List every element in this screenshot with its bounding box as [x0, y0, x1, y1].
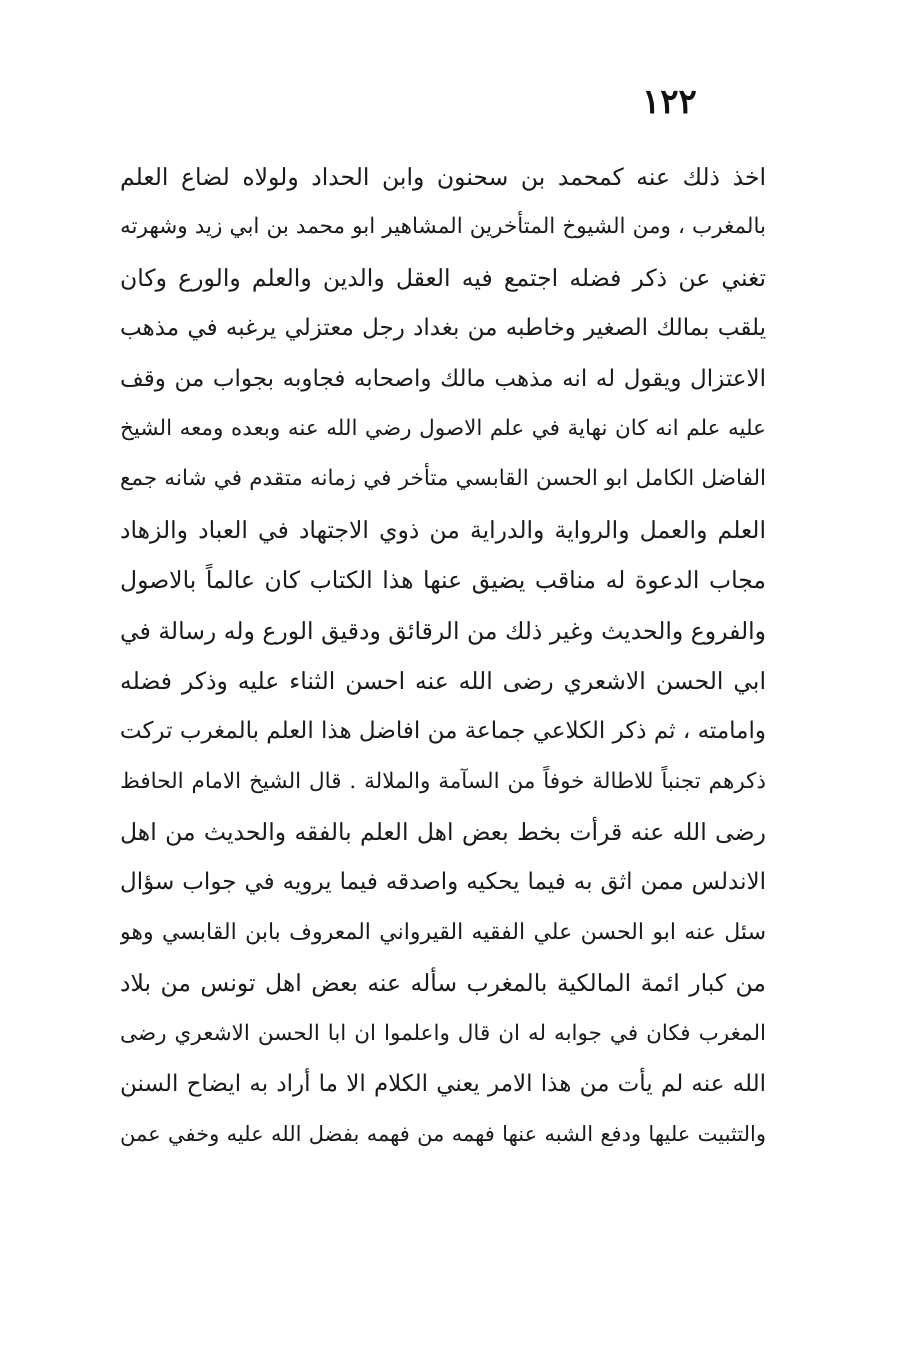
body-text — [120, 152, 766, 1160]
page-number: ١٢٢ — [642, 82, 697, 122]
text-line: ذكرهم تجنباً للاطالة خوفاً من السآمة والملالة . قال الشيخ الامام الحافظ — [120, 768, 766, 794]
text-line: عليه علم انه كان نهاية في علم الاصول رضي الله عنه وبعده ومعه الشيخ — [120, 415, 766, 441]
text-line: الله عنه لم يأت من هذا الامر يعني الكلام الا ما أراد به ايضاح السنن — [120, 1071, 766, 1098]
text-line: الاعتزال ويقول له انه مذهب مالك واصحابه فجاوبه بجواب من وقف — [120, 365, 766, 392]
text-line: مجاب الدعوة له مناقب يضيق عنها هذا الكتاب كان عالماً بالاصول — [120, 566, 766, 595]
text-line: من كبار ائمة المالكية بالمغرب سأله عنه بعض اهل تونس من بلاد — [120, 969, 766, 998]
text-line: المغرب فكان في جوابه له ان قال واعلموا ان ابا الحسن الاشعري رضى — [120, 1020, 766, 1046]
text-line: الفاضل الكامل ابو الحسن القابسي متأخر في زمانه متقدم في شانه جمع — [120, 466, 766, 492]
text-line: يلقب بمالك الصغير وخاطبه من بغداد رجل معتزلي يرغبه في مذهب — [120, 315, 766, 342]
text-line: اخذ ذلك عنه كمحمد بن سحنون وابن الحداد ولولاه لضاع العلم — [120, 163, 766, 191]
text-line: ابي الحسن الاشعري رضى الله عنه احسن الثناء عليه وذكر فضله — [120, 666, 766, 695]
text-line: العلم والعمل والرواية والدراية من ذوي الاجتهاد في العباد والزهاد — [120, 515, 766, 544]
text-line: بالمغرب ، ومن الشيوخ المتأخرين المشاهير ابو محمد بن ابي زيد وشهرته — [120, 214, 766, 240]
text-line: تغني عن ذكر فضله اجتمع فيه العقل والدين والعلم والورع وكان — [120, 263, 766, 292]
text-line: سئل عنه ابو الحسن علي الفقيه القيرواني المعروف بابن القابسي وهو — [120, 919, 766, 945]
text-line: رضى الله عنه قرأت بخط بعض اهل العلم بالفقه والحديث من اهل — [120, 818, 766, 847]
text-line: والفروع والحديث وغير ذلك من الرقائق ودقيق الورع وله رسالة في — [120, 616, 766, 645]
text-line: والتثبيت عليها ودفع الشبه عنها فهمه من فهمه بفضل الله عليه وخفي عمن — [120, 1122, 766, 1147]
text-line: وامامته ، ثم ذكر الكلاعي جماعة من افاضل هذا العلم بالمغرب تركت — [120, 718, 766, 745]
text-line: الاندلس ممن اثق به فيما يحكيه واصدقه فيما يرويه في جواب سؤال — [120, 869, 766, 896]
